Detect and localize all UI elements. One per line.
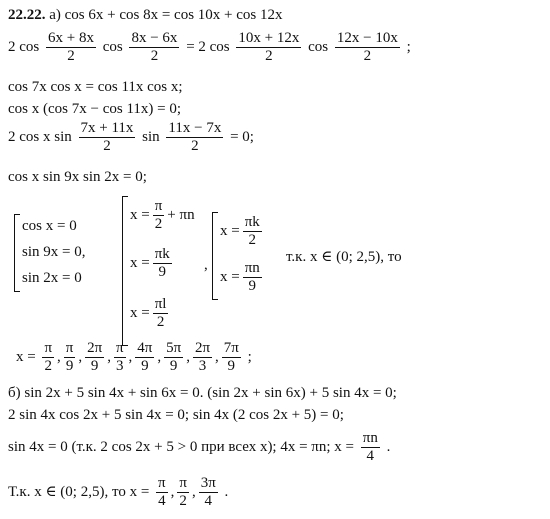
denominator: 2 (363, 48, 372, 65)
text: sin (142, 129, 160, 146)
denominator: 3 (115, 358, 124, 375)
line-b4 (8, 475, 228, 511)
line-1 (8, 8, 283, 23)
system-row (130, 296, 171, 332)
comma: , (191, 484, 196, 501)
line-b2: 2 sin 4x cos 2x + 5 sin 4x = 0; sin 4x (2 cos 2x + 5) = 0; (8, 407, 344, 423)
text: . (224, 484, 229, 501)
text: 2 cos x sin (8, 129, 72, 146)
fraction (42, 340, 54, 376)
text: + πn (167, 207, 195, 224)
system-row (130, 246, 175, 282)
denominator: 2 (67, 48, 75, 65)
fraction (153, 296, 169, 332)
numerator: 11x − 7x (166, 120, 223, 138)
text: = 0; (230, 129, 254, 146)
fraction (335, 30, 400, 66)
denominator: 2 (103, 138, 111, 155)
comma: , (57, 349, 61, 366)
numerator: πn (361, 430, 380, 448)
system-1 (8, 214, 128, 294)
denominator: 4 (204, 493, 212, 510)
denominator: 2 (265, 48, 273, 65)
denominator: 4 (158, 493, 166, 510)
system-3 (212, 212, 282, 302)
fraction (164, 340, 183, 376)
denominator: 2 (191, 138, 199, 155)
fraction (129, 30, 179, 66)
text: x = (130, 207, 150, 224)
text: ; (247, 349, 252, 366)
denominator: 2 (179, 493, 187, 510)
system-row: sin 9x = 0, (22, 244, 86, 260)
line-b3 (8, 430, 390, 466)
fraction (243, 260, 262, 296)
denominator: 3 (198, 358, 207, 375)
numerator: 2π (193, 340, 212, 358)
numerator: πk (243, 214, 262, 232)
line-2 (8, 30, 411, 66)
comma: , (157, 349, 162, 366)
denominator: 9 (65, 358, 74, 375)
comma: , (128, 349, 133, 366)
denominator: 9 (248, 278, 256, 295)
denominator: 4 (366, 448, 375, 465)
numerator: 2π (85, 340, 104, 358)
denominator: 2 (150, 48, 159, 65)
text: = 2 cos (186, 39, 230, 56)
line-5 (8, 120, 254, 156)
numerator: π (156, 475, 168, 493)
numerator: 5π (164, 340, 183, 358)
numerator: πk (153, 246, 172, 264)
text: x = (16, 349, 36, 366)
fraction (153, 198, 165, 234)
fraction (222, 340, 241, 376)
denominator: 9 (141, 358, 149, 375)
text: 2 cos (8, 39, 40, 56)
numerator: π (42, 340, 54, 358)
answer-a (16, 340, 252, 376)
text: cos (102, 39, 123, 56)
fraction (114, 340, 126, 376)
fraction (177, 475, 189, 511)
numerator: π (153, 198, 165, 216)
fraction (166, 120, 223, 156)
system-row: sin 2x = 0 (22, 270, 82, 286)
numerator: 7x + 11x (79, 120, 136, 138)
numerator: 12x − 10x (335, 30, 400, 48)
denominator: 9 (169, 358, 178, 375)
numerator: πl (153, 296, 169, 314)
system-row: cos x = 0 (22, 218, 77, 234)
bracket (212, 212, 218, 300)
line-b1: б) sin 2x + 5 sin 4x + sin 6x = 0. (sin 2x + sin 6x) + 5 sin 4x = 0; (8, 385, 397, 401)
separator-comma: , (204, 257, 208, 273)
problem-number: 22.22. (8, 7, 46, 23)
comma: , (78, 349, 83, 366)
text: x = (130, 255, 150, 272)
fraction (199, 475, 218, 511)
comma: , (107, 349, 111, 366)
line-4: cos x (cos 7x − cos 11x) = 0; (8, 101, 182, 117)
line-3: cos 7x cos x = cos 11x cos x; (8, 79, 183, 95)
text: Т.к. x ∈ (0; 2,5), то x = (8, 484, 150, 501)
text: sin 4x = 0 (т.к. 2 cos 2x + 5 > 0 при всех x); 4x = πn; x = (8, 439, 355, 456)
denominator: 2 (44, 358, 52, 375)
fraction (135, 340, 154, 376)
text: ; (406, 39, 411, 56)
text: cos (308, 39, 329, 56)
system-row (220, 214, 265, 250)
text: x = (130, 305, 150, 322)
denominator: 2 (156, 314, 165, 331)
denominator: 2 (248, 232, 256, 249)
fraction (153, 246, 172, 282)
fraction (156, 475, 168, 511)
numerator: 7π (222, 340, 241, 358)
bracket (14, 214, 20, 292)
fraction (85, 340, 104, 376)
fraction (193, 340, 212, 376)
denominator: 2 (154, 216, 163, 233)
fraction (361, 430, 380, 466)
equation-a: а) cos 6x + cos 8x = cos 10x + cos 12x (49, 7, 283, 23)
numerator: 10x + 12x (236, 30, 301, 48)
numerator: πn (243, 260, 262, 278)
comma: , (215, 349, 219, 366)
line-6: cos x sin 9x sin 2x = 0; (8, 169, 147, 185)
denominator: 9 (90, 358, 99, 375)
comma: , (186, 349, 190, 366)
denominator: 9 (227, 358, 236, 375)
fraction (46, 30, 96, 66)
text: x = (220, 223, 240, 240)
numerator: π (64, 340, 76, 358)
denominator: 9 (158, 264, 166, 281)
comma: , (170, 484, 175, 501)
system-row (220, 260, 265, 296)
fraction (64, 340, 76, 376)
fraction (243, 214, 262, 250)
fraction (236, 30, 301, 66)
numerator: π (177, 475, 189, 493)
numerator: π (114, 340, 126, 358)
numerator: 3π (199, 475, 218, 493)
text: x = (220, 269, 240, 286)
fraction (79, 120, 136, 156)
condition-text: т.к. x ∈ (0; 2,5), то (286, 249, 402, 265)
numerator: 6x + 8x (46, 30, 96, 48)
numerator: 8x − 6x (129, 30, 179, 48)
text: . (386, 439, 391, 456)
bracket (122, 196, 128, 346)
numerator: 4π (135, 340, 154, 358)
system-row (130, 198, 195, 234)
